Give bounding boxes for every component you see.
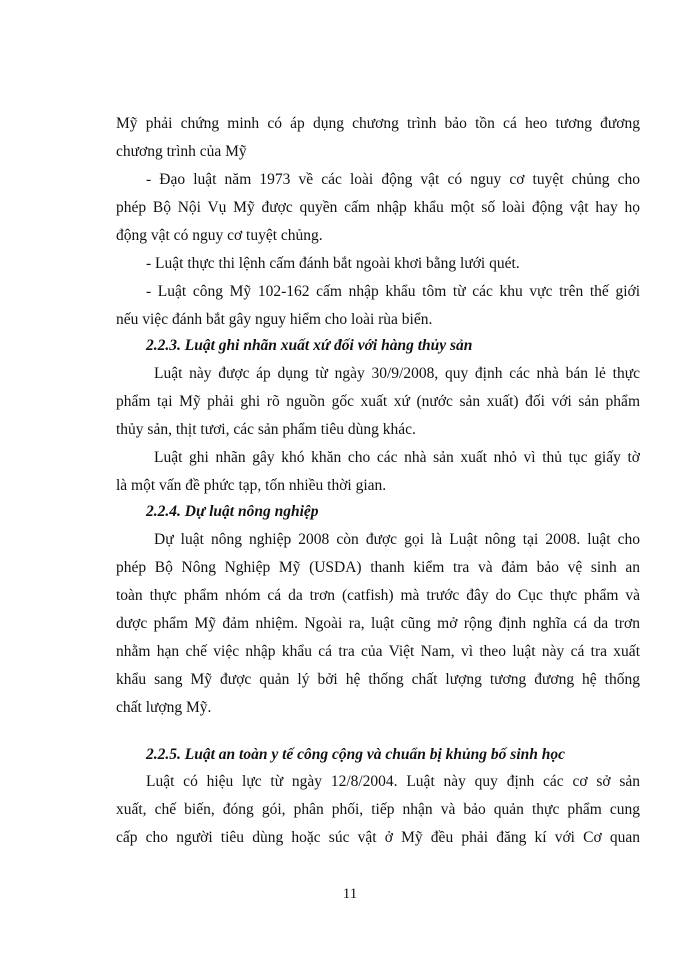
- paragraph-line: Mỹ phải chứng minh có áp dụng chương trình bảo tồn cá heo tương đương: [116, 115, 640, 132]
- paragraph-line: động vật có nguy cơ tuyệt chủng.: [116, 227, 323, 244]
- paragraph-line: - Đạo luật năm 1973 về các loài động vật có nguy cơ tuyệt chủng cho: [146, 171, 640, 188]
- paragraph-line: Luật có hiệu lực từ ngày 12/8/2004. Luật này quy định các cơ sở sản: [146, 773, 640, 790]
- page-number: 11: [342, 886, 358, 902]
- paragraph-line: phẩm tại Mỹ phải ghi rõ nguồn gốc xuất xứ (nước sản xuất) đối với sản phẩm: [116, 393, 640, 410]
- paragraph-line: là một vấn đề phức tạp, tốn nhiều thời gian.: [116, 477, 387, 494]
- paragraph-line: Luật này được áp dụng từ ngày 30/9/2008, quy định các nhà bán lẻ thực: [154, 365, 640, 382]
- paragraph-line: cấp cho người tiêu dùng hoặc súc vật ở Mỹ đều phải đăng kí với Cơ quan: [116, 829, 640, 846]
- section-heading: 2.2.5. Luật an toàn y tế công cộng và chuẩn bị khủng bố sinh học: [146, 746, 565, 763]
- paragraph-line: Luật ghi nhãn gây khó khăn cho các nhà sản xuất nhỏ vì thủ tục giấy tờ: [154, 449, 640, 466]
- paragraph-line: - Luật thực thi lệnh cấm đánh bắt ngoài khơi bằng lưới quét.: [146, 255, 520, 272]
- paragraph-line: dược phẩm Mỹ đảm nhiệm. Ngoài ra, luật cũng mở rộng định nghĩa cá da trơn: [116, 615, 640, 632]
- paragraph-line: phép Bộ Nông Nghiệp Mỹ (USDA) thanh kiểm tra và đảm bảo vệ sinh an: [116, 559, 640, 576]
- paragraph-line: toàn thực phẩm nhóm cá da trơn (catfish) mà trước đây do Cục thực phẩm và: [116, 587, 640, 604]
- paragraph-line: Dự luật nông nghiệp 2008 còn được gọi là Luật nông tại 2008. luật cho: [154, 531, 640, 548]
- paragraph-line: chất lượng Mỹ.: [116, 699, 212, 716]
- section-heading: 2.2.4. Dự luật nông nghiệp: [146, 503, 319, 520]
- paragraph-line: nhằm hạn chế việc nhập khẩu cá tra của Việt Nam, vì theo luật này cá tra xuất: [116, 643, 640, 660]
- paragraph-line: - Luật công Mỹ 102-162 cấm nhập khẩu tôm từ các khu vực trên thế giới: [146, 283, 640, 300]
- paragraph-line: phép Bộ Nội Vụ Mỹ được quyền cấm nhập khẩu một số loài động vật hay họ: [116, 199, 640, 216]
- paragraph-line: xuất, chế biến, đóng gói, phân phối, tiếp nhận và bảo quản thực phẩm cung: [116, 801, 640, 818]
- paragraph-line: thủy sản, thịt tươi, các sản phẩm tiêu dùng khác.: [116, 421, 416, 438]
- paragraph-line: khẩu sang Mỹ được quản lý bởi hệ thống chất lượng tương đương hệ thống: [116, 671, 640, 688]
- paragraph-line: nếu việc đánh bắt gây nguy hiểm cho loài rùa biển.: [116, 311, 433, 328]
- paragraph-line: chương trình của Mỹ: [116, 143, 247, 160]
- section-heading: 2.2.3. Luật ghi nhãn xuất xứ đối với hàng thủy sản: [146, 337, 473, 354]
